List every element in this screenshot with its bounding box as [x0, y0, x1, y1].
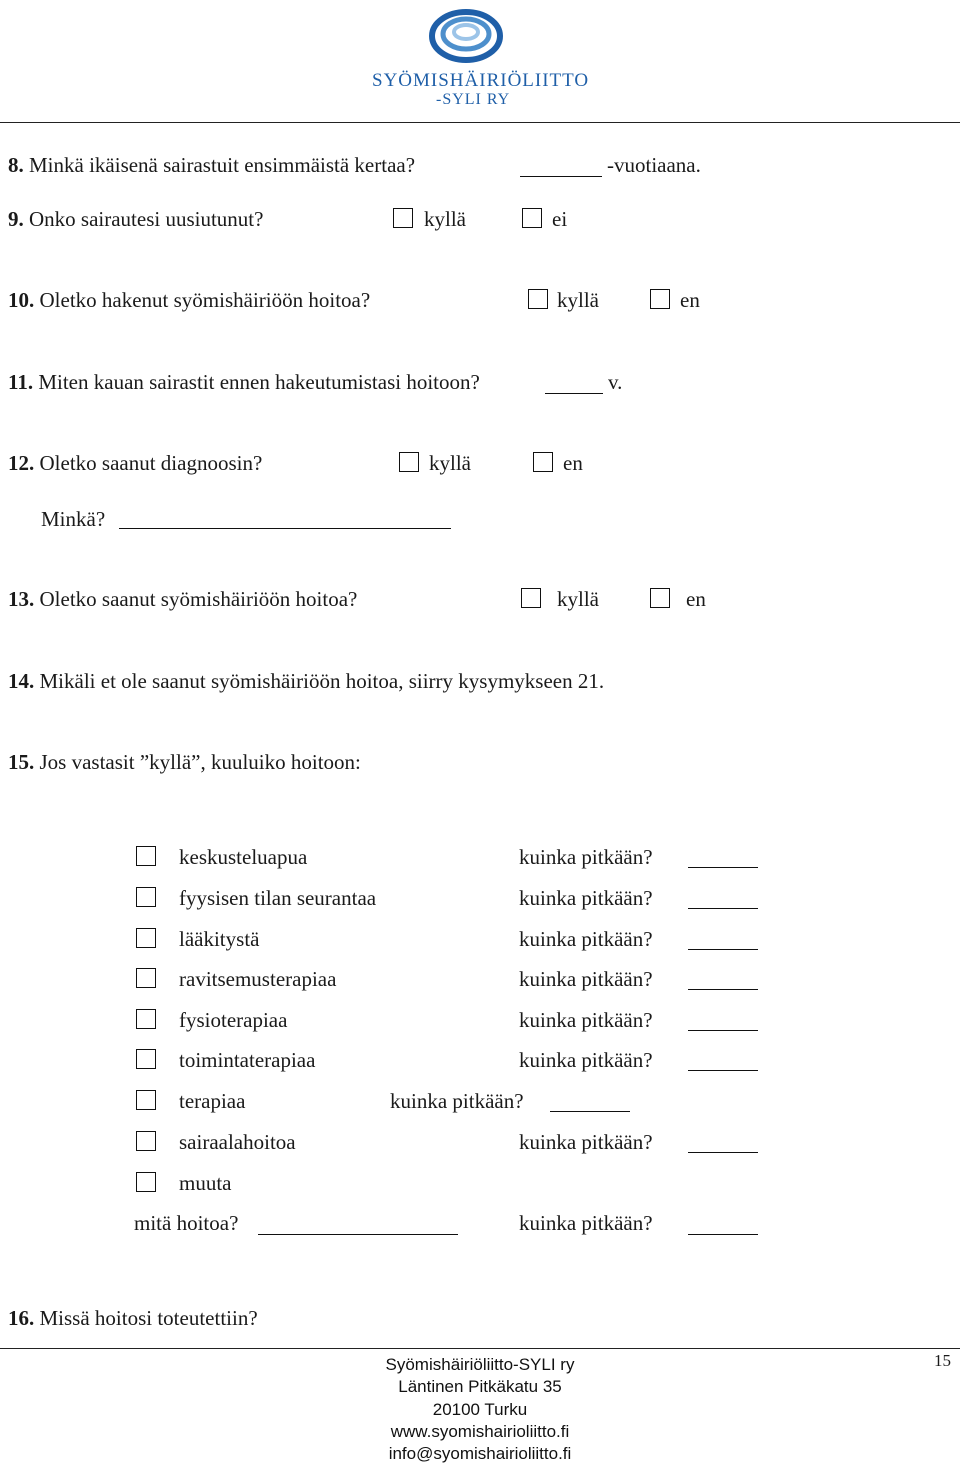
- treatment-label: sairaalahoitoa: [179, 1130, 296, 1154]
- footer-divider: [0, 1348, 960, 1349]
- question-16: [8, 1306, 258, 1330]
- q13-no-label: en: [686, 587, 706, 611]
- how-long-label: kuinka pitkään?: [519, 1048, 653, 1072]
- question-text: Miten kauan sairastit ennen hakeutumistasi hoitoon?: [38, 370, 480, 394]
- footer-email-link[interactable]: info@syomishairioliitto.fi: [388, 1444, 572, 1463]
- q13-yes-label: kyllä: [557, 587, 599, 611]
- age-suffix: -vuotiaana.: [607, 153, 701, 177]
- question-text: Jos vastasit ”kyllä”, kuuluiko hoitoon:: [39, 750, 361, 774]
- question-text: Oletko hakenut syömishäiriöön hoitoa?: [39, 288, 371, 312]
- question-text: Mikäli et ole saanut syömishäiriöön hoitoa, siirry kysymykseen 21.: [39, 669, 605, 693]
- treatment-checkbox[interactable]: [136, 1049, 156, 1069]
- treatment-label: fysioterapiaa: [179, 1008, 288, 1032]
- how-long-input-line[interactable]: [688, 1234, 758, 1235]
- duration-input-line[interactable]: [545, 393, 603, 394]
- how-long-label: kuinka pitkään?: [519, 967, 653, 991]
- question-number: 16.: [8, 1306, 35, 1330]
- how-long-label: kuinka pitkään?: [519, 1211, 653, 1235]
- age-input-line[interactable]: [520, 176, 602, 177]
- question-9: [8, 207, 263, 231]
- footer-website-link[interactable]: www.syomishairioliitto.fi: [390, 1422, 570, 1441]
- page-number: 15: [934, 1351, 951, 1370]
- question-number: 14.: [8, 669, 35, 693]
- q9-yes-label: kyllä: [424, 207, 466, 231]
- how-long-label: kuinka pitkään?: [390, 1089, 524, 1113]
- q10-no-label: en: [680, 288, 700, 312]
- treatment-label: terapiaa: [179, 1089, 246, 1113]
- question-12: [8, 451, 262, 475]
- question-number: 10.: [8, 288, 35, 312]
- question-text: Oletko saanut diagnoosin?: [39, 451, 263, 475]
- treatment-checkbox[interactable]: [136, 1172, 156, 1192]
- how-long-label: kuinka pitkään?: [519, 1130, 653, 1154]
- how-long-label: kuinka pitkään?: [519, 886, 653, 910]
- how-long-input-line[interactable]: [688, 908, 758, 909]
- question-8: [8, 153, 415, 177]
- question-15: [8, 750, 361, 774]
- q12-yes-checkbox[interactable]: [399, 452, 419, 472]
- how-long-input-line[interactable]: [688, 1030, 758, 1031]
- q9-no-label: ei: [552, 207, 568, 231]
- how-long-label: kuinka pitkään?: [519, 1008, 653, 1032]
- treatment-checkbox[interactable]: [136, 1009, 156, 1029]
- how-long-input-line[interactable]: [550, 1111, 630, 1112]
- treatment-label: toimintaterapiaa: [179, 1048, 316, 1072]
- other-treatment-input-line[interactable]: [258, 1234, 458, 1235]
- diagnosis-label: Minkä?: [41, 507, 106, 531]
- treatment-label: keskusteluapua: [179, 845, 308, 869]
- q13-yes-checkbox[interactable]: [521, 588, 541, 608]
- treatment-checkbox[interactable]: [136, 887, 156, 907]
- question-number: 8.: [8, 153, 24, 177]
- q9-no-checkbox[interactable]: [522, 208, 542, 228]
- q12-no-label: en: [563, 451, 583, 475]
- question-text: Missä hoitosi toteutettiin?: [39, 1306, 258, 1330]
- question-11: [8, 370, 480, 394]
- other-treatment-label: mitä hoitoa?: [134, 1211, 239, 1235]
- how-long-input-line[interactable]: [688, 989, 758, 990]
- question-text: Oletko saanut syömishäiriöön hoitoa?: [39, 587, 358, 611]
- how-long-label: kuinka pitkään?: [519, 845, 653, 869]
- question-number: 11.: [8, 370, 34, 394]
- question-14: [8, 669, 604, 693]
- q12-no-checkbox[interactable]: [533, 452, 553, 472]
- question-number: 12.: [8, 451, 35, 475]
- treatment-checkbox[interactable]: [136, 968, 156, 988]
- how-long-input-line[interactable]: [688, 1070, 758, 1071]
- q13-no-checkbox[interactable]: [650, 588, 670, 608]
- logo-org-line2: -SYLI RY: [436, 91, 511, 108]
- q9-yes-checkbox[interactable]: [393, 208, 413, 228]
- q10-yes-label: kyllä: [557, 288, 599, 312]
- q10-yes-checkbox[interactable]: [528, 289, 548, 309]
- logo-org-line1: SYÖMISHÄIRIÖLIITTO: [372, 70, 590, 91]
- question-text: Onko sairautesi uusiutunut?: [29, 207, 264, 231]
- treatment-label: muuta: [179, 1171, 232, 1195]
- how-long-input-line[interactable]: [688, 1152, 758, 1153]
- treatment-checkbox[interactable]: [136, 846, 156, 866]
- how-long-input-line[interactable]: [688, 949, 758, 950]
- treatment-label: lääkitystä: [179, 927, 260, 951]
- question-number: 13.: [8, 587, 35, 611]
- question-10: [8, 288, 370, 312]
- treatment-checkbox[interactable]: [136, 1090, 156, 1110]
- footer-street: Läntinen Pitkäkatu 35: [398, 1377, 562, 1396]
- q10-no-checkbox[interactable]: [650, 289, 670, 309]
- how-long-input-line[interactable]: [688, 867, 758, 868]
- header-divider: [0, 122, 960, 123]
- question-number: 9.: [8, 207, 24, 231]
- treatment-label: fyysisen tilan seurantaa: [179, 886, 377, 910]
- question-13: [8, 587, 357, 611]
- footer-org: Syömishäiriöliitto-SYLI ry: [385, 1355, 575, 1374]
- question-text: Minkä ikäisenä sairastuit ensimmäistä kertaa?: [29, 153, 416, 177]
- question-number: 15.: [8, 750, 35, 774]
- logo-emblem: [425, 5, 507, 67]
- how-long-label: kuinka pitkään?: [519, 927, 653, 951]
- footer-city: 20100 Turku: [432, 1400, 528, 1419]
- q12-yes-label: kyllä: [429, 451, 471, 475]
- treatment-checkbox[interactable]: [136, 1131, 156, 1151]
- treatment-checkbox[interactable]: [136, 928, 156, 948]
- diagnosis-input-line[interactable]: [119, 528, 451, 529]
- duration-suffix: v.: [608, 370, 623, 394]
- treatment-label: ravitsemusterapiaa: [179, 967, 337, 991]
